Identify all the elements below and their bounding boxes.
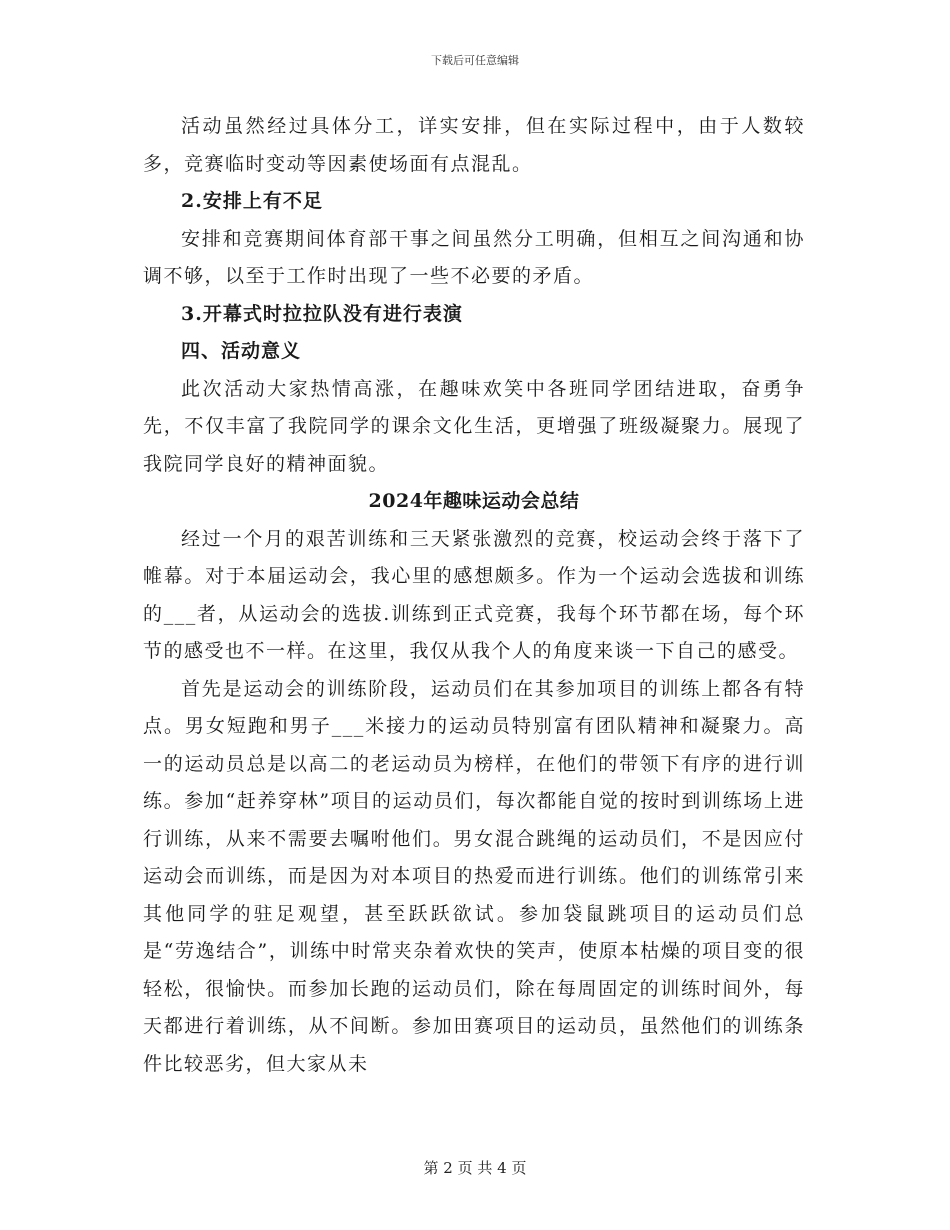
paragraph-coordination-issue: 安排和竞赛期间体育部干事之间虽然分工明确，但相互之间沟通和协调不够，以至于工作时出现了一些不必要的矛盾。	[143, 227, 805, 287]
page-header-note: 下载后可任意编辑	[431, 54, 519, 67]
heading-arrangement-shortcoming: 2.安排上有不足	[181, 190, 323, 212]
paragraph-introduction: 经过一个月的艰苦训练和三天紧张激烈的竞赛，校运动会终于落下了帷幕。对于本届运动会，我心里的感想颇多。作为一个运动会选拔和训练的___者，从运动会的选拔.训练到正式竞赛，我每个环节都在场，每个环节的感受也不一样。在这里，我仅从我个人的角度来谈一下自己的感受。	[143, 527, 805, 662]
document-body	[143, 108, 805, 1083]
page-number: 第 2 页 共 4 页	[423, 1159, 527, 1177]
paragraph-organization-issue: 活动虽然经过具体分工，详实安排，但在实际过程中，由于人数较多，竞赛临时变动等因素使场面有点混乱。	[143, 115, 805, 175]
paragraph-significance: 此次活动大家热情高涨，在趣味欢笑中各班同学团结进取，奋勇争先，不仅丰富了我院同学的课余文化生活，更增强了班级凝聚力。展现了我院同学良好的精神面貌。	[143, 377, 805, 475]
heading-cheerleading: 3.开幕式时拉拉队没有进行表演	[181, 302, 463, 325]
section-title: 2024年趣味运动会总结	[368, 490, 580, 512]
paragraph-training-stage: 首先是运动会的训练阶段，运动员们在其参加项目的训练上都各有特点。男女短跑和男子___米接力的运动员特别富有团队精神和凝聚力。高一的运动员总是以高二的老运动员为榜样，在他们的带领下有序的进行训练。参加“赶养穿林”项目的运动员们，每次都能自觉的按时到训练场上进行训练，从来不需要去嘱咐他们。男女混合跳绳的运动员们，不是因应付运动会而训练，而是因为对本项目的热爱而进行训练。他们的训练常引来其他同学的驻足观望，甚至跃跃欲试。参加袋鼠跳项目的运动员们总是“劳逸结合”，训练中时常夹杂着欢快的笑声，使原本枯燥的项目变的很轻松，很愉快。而参加长跑的运动员们，除在每周固定的训练时间外，每天都进行着训练，从不间断。参加田赛项目的运动员，虽然他们的训练条件比较恶劣，但大家从未	[143, 677, 805, 1075]
heading-activity-significance: 四、活动意义	[181, 340, 302, 362]
